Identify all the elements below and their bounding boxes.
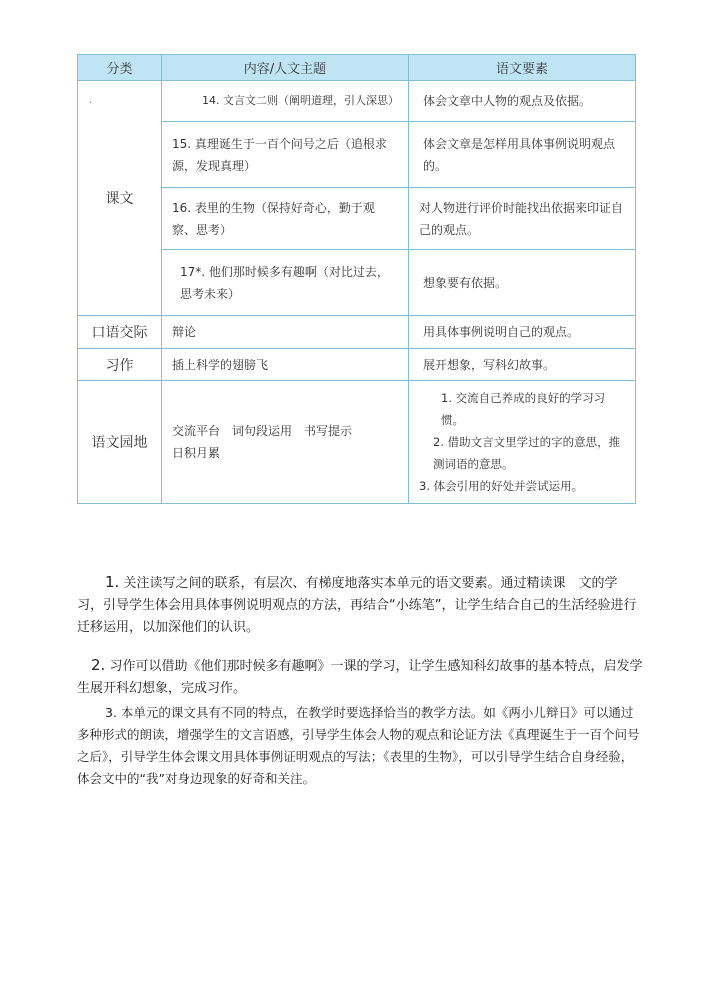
content-cell: 16. 表里的生物（保持好奇心，勤于观察、思考）: [162, 188, 409, 250]
content-cell: 插上科学的翅膀飞: [162, 349, 409, 381]
element-item: 2. 借助文言文里学过的字的意思，推测词语的意思。: [433, 435, 621, 471]
paragraph-3: [77, 702, 643, 790]
paragraph-1: [77, 571, 643, 639]
unit-overview-table: [77, 54, 636, 504]
paragraph-number: 1.: [105, 573, 120, 591]
header-element: 语文要素: [409, 55, 636, 81]
category-cell: 语文园地: [78, 381, 162, 504]
content-cell: 交流平台 词句段运用 书写提示 日积月累: [162, 381, 409, 504]
paragraph-text: 习作可以借助《他们那时候多有趣啊》一课的学习，让学生感知科幻故事的基本特点，启发学生展开科幻想象，完成习作。: [77, 659, 643, 696]
element-cell: 对人物进行评价时能找出依据来印证自己的观点。: [409, 188, 636, 250]
paragraph-number: 2.: [91, 656, 106, 674]
element-item: 3. 体会引用的好处并尝试运用。: [419, 479, 584, 493]
header-content: 内容/人文主题: [162, 55, 409, 81]
table-row: [78, 316, 636, 349]
element-cell: 想象要有依据。: [409, 250, 636, 316]
content-cell: 14. 文言文二则（阐明道理，引人深思）: [162, 81, 409, 122]
element-cell: 用具体事例说明自己的观点。: [409, 316, 636, 349]
element-list-cell: [409, 381, 636, 504]
table-row: [78, 250, 636, 316]
element-cell: 展开想象，写科幻故事。: [409, 349, 636, 381]
element-item: 1. 交流自己养成的良好的学习习惯。: [441, 391, 606, 427]
paragraph-text: 关注读写之间的联系，有层次、有梯度地落实本单元的语文要素。通过精读课 文的学习，引导学生体会用具体事例说明观点的方法，再结合“小练笔”，让学生结合自己的生活经验进行迁移运用，以加深他们的认识。: [77, 576, 637, 635]
category-cell: 课文: [78, 81, 162, 316]
table-row: [78, 81, 636, 122]
table-header-row: [78, 55, 636, 81]
paragraph-text: 本单元的课文具有不同的特点，在教学时要选择恰当的教学方法。如《两小儿辩日》可以通过多种形式的朗读，增强学生的文言语感，引导学生体会人物的观点和论证方法《真理诞生于一百个问号之后》，引导学生体会课文用具体事例证明观点的写法；《表里的生物》，可以引导学生结合自身经验，体会文中的“我”对身边现象的好奇和关注。: [77, 705, 640, 786]
category-cell: 口语交际: [78, 316, 162, 349]
table-row: [78, 349, 636, 381]
table-row: [78, 122, 636, 188]
paragraph-number: 3.: [105, 705, 117, 720]
table-row: [78, 381, 636, 504]
content-cell: 17*. 他们那时候多有趣啊（对比过去，思考未来）: [162, 250, 409, 316]
element-cell: 体会文章中人物的观点及依据。: [409, 81, 636, 122]
paragraph-2: [77, 654, 643, 700]
header-category: 分类: [78, 55, 162, 81]
stray-dot: ·: [89, 98, 93, 109]
category-cell: 习作: [78, 349, 162, 381]
table-row: [78, 188, 636, 250]
element-cell: 体会文章是怎样用具体事例说明观点的。: [409, 122, 636, 188]
content-cell: 15. 真理诞生于一百个问号之后（追根求源，发现真理）: [162, 122, 409, 188]
content-cell: 辩论: [162, 316, 409, 349]
